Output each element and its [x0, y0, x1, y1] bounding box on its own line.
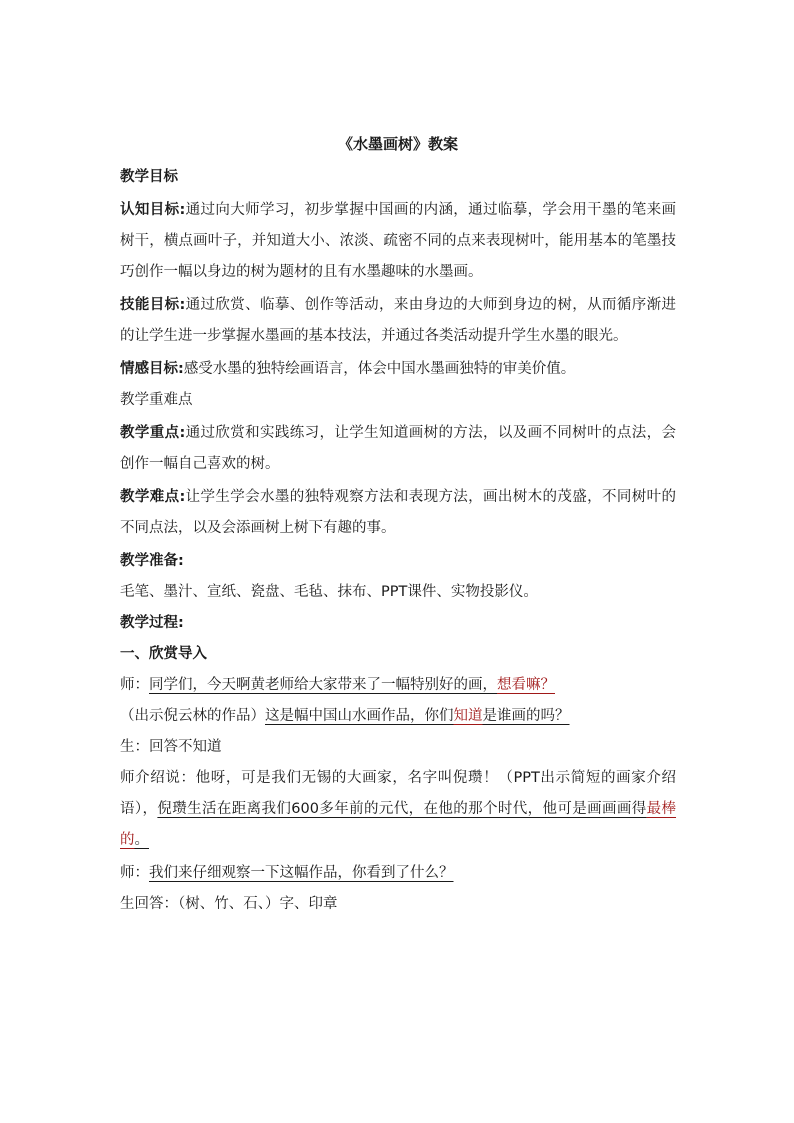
observation-question: 我们来仔细观察一下这幅作品，你看到了什么？ — [149, 865, 454, 881]
question-part-c: 是谁画的吗？ — [482, 708, 570, 724]
paragraph-cognitive-objective — [120, 195, 676, 288]
speaker-teacher-2: 师： — [120, 865, 149, 881]
paragraph-teaching-difficulty — [120, 482, 676, 544]
teacher-intro: 师介绍说：他呀，可是我们无锡的大画家，名字叫倪瓒！（PPT出示简短的画家介绍语）， — [120, 770, 676, 817]
stage-direction: （出示倪云林的作品） — [120, 708, 265, 724]
text-cognitive: 通过向大师学习，初步掌握中国画的内涵，通过临摹，学会用干墨的笔来画树干，横点画叶子，并知道大小、浓淡、疏密不同的点来表现树叶，能用基本的笔墨技巧创作一幅以身边的树为题材的且有水墨趣味的水墨画。 — [120, 202, 676, 280]
speaker-teacher: 师： — [120, 677, 149, 693]
paragraph-teaching-focus — [120, 418, 676, 480]
heading-key-points: 教学重难点 — [120, 392, 193, 408]
label-cognitive: 认知目标: — [120, 202, 186, 218]
text-emotion: 感受水墨的独特绘画语言，体会中国水墨画独特的审美价值。 — [183, 361, 576, 377]
artist-history-end: 。 — [134, 832, 149, 848]
question-part-a: 这是幅中国山水画作品，你们 — [265, 708, 454, 724]
dialogue-line-1 — [120, 670, 676, 701]
label-emotion: 情感目标: — [120, 361, 184, 377]
teacher-question-highlight: 想看嘛？ — [497, 677, 555, 693]
dialogue-line-3: 生：回答不知道 — [120, 739, 222, 755]
dialogue-line-6: 生回答：（树、竹、石、）字、印章 — [120, 896, 338, 912]
heading-process: 教学过程: — [120, 615, 184, 631]
question-highlight: 知道 — [453, 708, 483, 724]
dialogue-line-5 — [120, 858, 676, 889]
dialogue-line-2 — [120, 701, 676, 732]
heading-section-appreciation: 一、欣赏导入 — [120, 646, 207, 662]
artist-highlight: 最棒的 — [120, 801, 677, 848]
text-preparation: 毛笔、墨汁、宣纸、瓷盘、毛毡、抹布、PPT课件、实物投影仪。 — [120, 584, 538, 600]
lesson-plan-body — [120, 130, 676, 920]
teacher-greeting: 同学们，今天啊黄老师给大家带来了一幅特别好的画， — [149, 677, 497, 693]
dialogue-line-4 — [120, 763, 676, 856]
label-skill: 技能目标: — [120, 297, 186, 313]
heading-preparation: 教学准备: — [120, 553, 184, 569]
label-focus: 教学重点: — [120, 425, 186, 441]
label-difficulty: 教学难点: — [120, 489, 186, 505]
artist-history: 倪瓒生活在距离我们600多年前的元代，在他的那个时代，他可是画画画得 — [157, 801, 647, 817]
text-focus: 通过欣赏和实践练习，让学生知道画树的方法，以及画不同树叶的点法，会创作一幅自己喜欢的树。 — [120, 425, 676, 472]
text-skill: 通过欣赏、临摹、创作等活动，来由身边的大师到身边的树，从而循序渐进的让学生进一步掌握水墨画的基本技法，并通过各类活动提升学生水墨的眼光。 — [120, 297, 676, 344]
paragraph-skill-objective — [120, 290, 676, 352]
heading-objectives: 教学目标 — [120, 169, 178, 185]
text-difficulty: 让学生学会水墨的独特观察方法和表现方法，画出树木的茂盛，不同树叶的不同点法，以及会添画树上树下有趣的事。 — [120, 489, 676, 536]
document-title: 《水墨画树》教案 — [337, 135, 458, 153]
paragraph-emotion-objective — [120, 354, 676, 385]
